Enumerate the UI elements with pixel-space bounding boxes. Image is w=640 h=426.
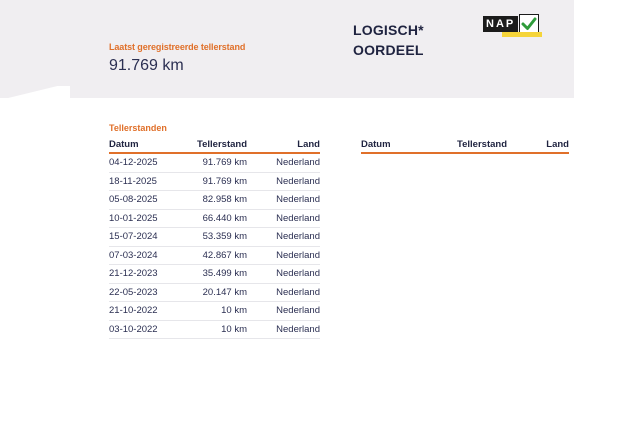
nap-logo-text: NAP <box>483 16 518 32</box>
cell-country: Nederland <box>247 228 320 247</box>
cell-date: 15-07-2024 <box>109 228 193 247</box>
table-row <box>109 302 320 321</box>
cell-odometer: 91.769 km <box>193 153 247 172</box>
cell-odometer: 20.147 km <box>193 283 247 302</box>
cell-date: 18-11-2025 <box>109 172 193 191</box>
cell-country: Nederland <box>247 172 320 191</box>
cell-date: 10-01-2025 <box>109 209 193 228</box>
cell-odometer: 66.440 km <box>193 209 247 228</box>
cell-odometer: 42.867 km <box>193 246 247 265</box>
cell-odometer: 10 km <box>193 302 247 321</box>
readings-table <box>109 137 320 339</box>
last-reading-value: 91.769 km <box>109 57 184 74</box>
cell-country: Nederland <box>247 153 320 172</box>
cell-country: Nederland <box>247 283 320 302</box>
cell-country: Nederland <box>247 302 320 321</box>
cell-date: 22-05-2023 <box>109 283 193 302</box>
table-row <box>109 246 320 265</box>
readings-table-right <box>361 137 569 154</box>
cell-date: 04-12-2025 <box>109 153 193 172</box>
table-row <box>109 320 320 339</box>
table-row <box>109 172 320 191</box>
cell-date: 21-12-2023 <box>109 265 193 284</box>
readings-title: Tellerstanden <box>109 123 167 133</box>
cell-country: Nederland <box>247 320 320 339</box>
cell-odometer: 91.769 km <box>193 172 247 191</box>
verdict-line-2: OORDEEL <box>353 42 424 58</box>
table-row <box>109 209 320 228</box>
column-header-odometer: Tellerstand <box>447 137 507 153</box>
cell-odometer: 82.958 km <box>193 191 247 210</box>
cell-country: Nederland <box>247 209 320 228</box>
table-header-row <box>361 137 569 153</box>
cell-country: Nederland <box>247 265 320 284</box>
cell-country: Nederland <box>247 191 320 210</box>
cell-date: 21-10-2022 <box>109 302 193 321</box>
verdict-text <box>353 20 424 60</box>
cell-odometer: 10 km <box>193 320 247 339</box>
table-row <box>109 153 320 172</box>
cell-date: 05-08-2025 <box>109 191 193 210</box>
cell-country: Nederland <box>247 246 320 265</box>
nap-logo-underline <box>502 32 542 37</box>
last-reading-label: Laatst geregistreerde tellerstand <box>109 42 246 52</box>
table-row <box>109 228 320 247</box>
table-row <box>109 283 320 302</box>
cell-odometer: 35.499 km <box>193 265 247 284</box>
verdict-line-1: LOGISCH* <box>353 22 424 38</box>
column-header-odometer: Tellerstand <box>193 137 247 153</box>
cell-date: 03-10-2022 <box>109 320 193 339</box>
column-header-date: Datum <box>361 137 447 153</box>
table-row <box>109 265 320 284</box>
column-header-date: Datum <box>109 137 193 153</box>
column-header-country: Land <box>507 137 569 153</box>
table-header-row <box>109 137 320 153</box>
checkmark-icon <box>519 14 539 34</box>
cell-odometer: 53.359 km <box>193 228 247 247</box>
column-header-country: Land <box>247 137 320 153</box>
cell-date: 07-03-2024 <box>109 246 193 265</box>
table-row <box>109 191 320 210</box>
